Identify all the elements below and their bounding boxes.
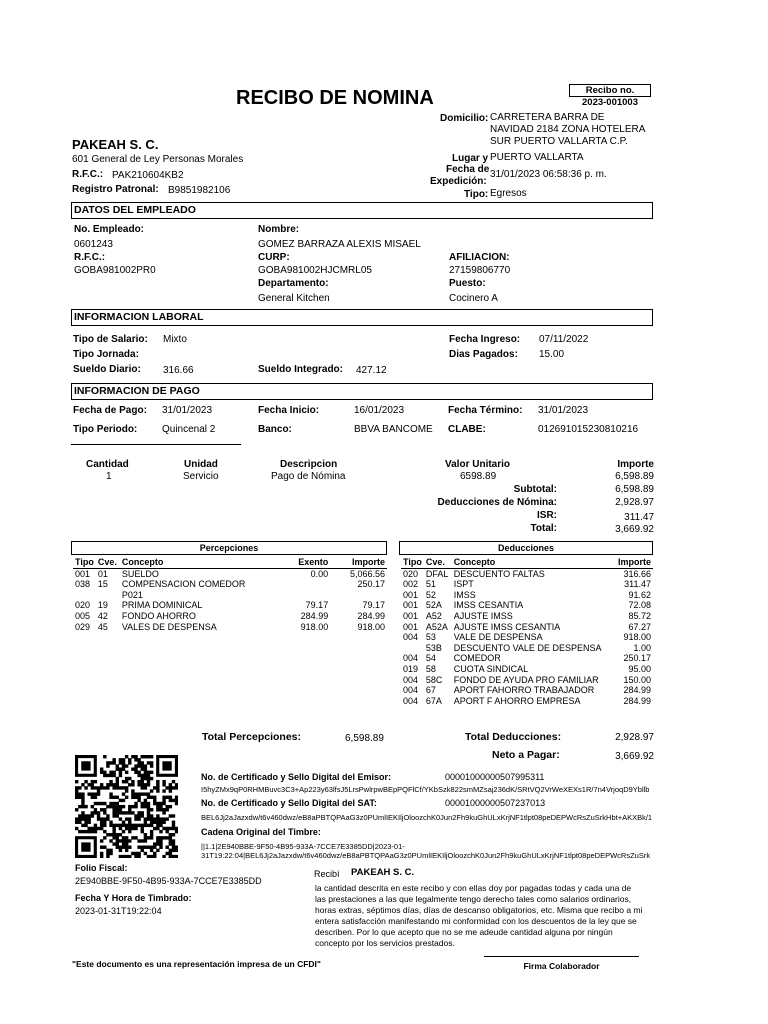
employee-departamento-label: Departamento: [258,278,329,289]
employee-no-label: No. Empleado: [74,224,145,235]
descripcion-value: Pago de Nómina [271,471,346,482]
table-cell: A52A [425,621,448,632]
table-row [401,600,653,611]
cantidad-label: Cantidad [86,459,129,470]
tipo-jornada-label: Tipo Jornada: [73,349,139,360]
table-cell: FONDO AHORRO [121,610,196,621]
table-cell: 67.27 [628,621,651,632]
table-row [73,590,387,601]
fecha-pago: 31/01/2023 [162,405,213,416]
table-cell [96,590,120,601]
sueldo-integrado-label: Sueldo Integrado: [258,364,343,375]
banco-label: Banco: [258,424,292,435]
total-percepciones-label: Total Percepciones: [202,731,302,743]
table-cell: A52 [425,610,442,621]
declaration-line-2: las prestaciones a las que legalmente tengo derecho tales como salarios ordinarios, [315,894,632,904]
employee-puesto: Cocinero A [449,293,498,304]
table-cell: 79.17 [362,600,385,611]
divider [71,444,241,445]
fecha-timbrado: 2023-01-31T19:22:04 [75,906,162,916]
table-cell: 95.00 [628,663,651,674]
table-cell: 004 [403,685,419,696]
declaration-line-3: horas extras, séptimos días, días de descanso obligatorios, etc. Misma que recibo a mi [315,905,643,915]
fecha-ingreso: 07/11/2022 [539,334,589,345]
table-cell: VALE DE DESPENSA [453,632,543,643]
table-cell: 029 [75,621,91,632]
deducciones-header-cell: Importe [604,557,653,568]
table-cell: 284.99 [300,610,329,621]
neto-pagar-label: Neto a Pagar: [492,749,560,761]
employee-puesto-label: Puesto: [449,278,486,289]
total-deducciones-label: Total Deducciones: [465,731,562,743]
section-title: DATOS DEL EMPLEADO [74,204,196,216]
tipo-label: Tipo: [464,189,489,200]
table-cell: 284.99 [623,695,651,706]
employee-no: 0601243 [74,239,113,250]
table-cell: DESCUENTO VALE DE DESPENSA [453,642,602,653]
table-cell: 54 [425,653,436,664]
percepciones-header-cell: Cve. [96,557,120,568]
domicilio-line-1: CARRETERA BARRA DE [490,112,605,123]
table-cell: 67 [425,685,436,696]
unidad-value: Servicio [183,471,219,482]
table-cell: 67A [425,695,442,706]
percepciones-header-cell: Tipo [75,557,94,567]
isr-value: 311.47 [624,512,654,523]
tipo-periodo: Quincenal 2 [162,424,216,435]
deducciones-header-cell: Cve. [424,557,452,568]
table-cell: ISPT [453,579,474,590]
table-cell [401,643,424,654]
table-cell: AJUSTE IMSS [453,610,513,621]
employee-curp: GOBA981002HJCMRL05 [258,265,372,276]
table-cell [285,579,330,590]
dias-pagados: 15.00 [539,349,565,360]
table-row [401,622,653,633]
employee-rfc: GOBA981002PR0 [74,265,156,276]
table-row [73,611,387,622]
deducciones-header-row [401,557,653,568]
dias-pagados-label: Dias Pagados: [449,349,518,360]
table-cell: SUELDO [121,568,159,579]
declaration-company: PAKEAH S. C. [351,867,415,878]
declaration-line-5: describen. Por lo que acepto que no se me adeude cantidad alguna por ningún [315,927,613,937]
table-cell: APORT F AHORRO EMPRESA [453,695,581,706]
table-cell: 58C [425,674,443,685]
table-cell: 58 [425,663,436,674]
table-cell: COMPENSACION COMEDOR [121,579,246,590]
table-cell: VALES DE DESPENSA [121,621,217,632]
table-cell: 53 [425,632,436,643]
table-cell: APORT FAHORRO TRABAJADOR [453,685,595,696]
cert-emisor-number: 00001000000507995311 [445,772,545,782]
table-cell: 72.08 [628,600,651,611]
sueldo-diario-label: Sueldo Diario: [73,364,141,375]
table-row [401,611,653,622]
employee-afiliacion: 27159806770 [449,265,511,276]
employee-rfc-label: R.F.C.: [74,252,106,263]
table-cell: 15 [97,579,108,590]
fecha-expedicion: 31/01/2023 06:58:36 p. m. [490,169,607,180]
table-cell: CUOTA SINDICAL [453,663,529,674]
table-cell: 42 [97,610,108,621]
table-cell: 918.00 [300,621,329,632]
table-cell: PRIMA DOMINICAL [121,600,203,611]
fecha-termino-label: Fecha Término: [448,405,523,416]
table-cell: 19 [97,600,108,611]
folio-fiscal-label: Folio Fiscal: [75,863,128,873]
table-row [401,664,653,675]
fecha-label-1: Fecha de [446,164,490,175]
isr-label: ISR: [537,510,557,521]
table-cell: 918.00 [357,621,385,632]
cantidad-value: 1 [106,471,112,482]
deducciones-header-cell: Tipo [403,557,422,567]
table-cell: 001 [403,589,419,600]
cadena-original-line-1: ||1.1|2E940BBE-9F50-4B95-933A-7CCE7E3385DD|2023-01- [201,842,405,851]
valor-unitario-value: 6598.89 [460,471,497,482]
cfdi-note: "Este documento es una representación impresa de un CFDI" [72,959,321,969]
table-row [73,622,387,633]
percepciones-table [73,557,387,632]
firma-colaborador: Firma Colaborador [523,961,600,971]
table-cell: 52A [425,600,442,611]
receipt-number: 2023-001003 [582,97,638,108]
section-datos-empleado [71,202,653,219]
banco: BBVA BANCOME [354,424,433,435]
receipt-label: Recibo no. [585,85,635,96]
fecha-label-2: Expedición: [430,176,487,187]
table-cell: 038 [75,579,91,590]
table-cell: 250.17 [623,653,651,664]
clabe-label: CLABE: [448,424,486,435]
subtotal-label: Subtotal: [513,484,557,495]
percepciones-header-row [73,557,387,568]
table-cell: 51 [425,579,436,590]
folio-fiscal: 2E940BBE-9F50-4B95-933A-7CCE7E3385DD [75,876,262,886]
table-cell: 150.00 [623,674,651,685]
table-row [73,568,387,579]
table-cell: 5,066.56 [349,568,385,579]
table-cell: 311.47 [624,579,651,590]
sello-emisor: I5hyZMx9qP0RHMBuvc3C3+Ap223y63lfsJ5LrsPwlrpwBEpPQFlCf/YKbSzk822smMZsaj236dK/SRtVQ2VrWeXEXs1R/7n4VrjoqD9Ybllb [201,785,650,794]
fecha-pago-label: Fecha de Pago: [73,405,147,416]
table-row [401,653,653,664]
clabe: 012691015230810216 [538,424,639,435]
cadena-original-label: Cadena Original del Timbre: [201,827,321,837]
valor-unitario-label: Valor Unitario [445,459,511,470]
table-cell [73,590,96,601]
subtotal-value: 6,598.89 [615,484,654,495]
section-informacion-laboral [71,309,653,326]
deducciones-title-box [399,541,653,555]
table-cell: 001 [75,568,91,579]
cadena-original-line-2: 31T19:22:04|BEL6Jj2aJazxdw/t6v460dwz/eB8aPBTQPAaG3z0PUmlIEKIljOloozchK0Jun2Fh9kuGhULxKrjNF1tlpt08peDEPWcRsZuSrk [201,851,651,860]
table-cell: 91.62 [628,589,651,600]
total-label: Total: [530,523,557,534]
table-row [401,685,653,696]
table-cell: 001 [403,610,419,621]
table-cell: 019 [403,663,419,674]
company-regime: 601 General de Ley Personas Morales [72,154,244,165]
deducciones-table [401,557,653,706]
table-cell: 001 [403,600,419,611]
document-title: RECIBO DE NOMINA [236,87,434,109]
percepciones-title: Percepciones [199,543,259,553]
table-cell: 004 [403,695,419,706]
unidad-label: Unidad [184,459,218,470]
cert-sat-label: No. de Certificado y Sello Digital del SAT: [201,798,377,808]
table-cell: COMEDOR [453,653,501,664]
table-row [401,675,653,686]
table-cell: 53B [425,642,442,653]
deducciones-nomina-value: 2,928.97 [615,497,654,508]
tipo-salario-label: Tipo de Salario: [73,334,148,345]
table-row [401,590,653,601]
percepciones-header-cell: Concepto [120,557,286,568]
table-cell: FONDO DE AYUDA PRO FAMILIAR [453,674,599,685]
lugar-label: Lugar y [452,153,489,164]
importe-label: Importe [617,459,654,470]
qr-code-icon [75,755,178,858]
table-cell: IMSS CESANTIA [453,600,524,611]
company-rfc: PAK210604KB2 [112,170,184,181]
registro-patronal: B9851982106 [168,185,231,196]
declaration-line-1: la cantidad descrita en este recibo y con ellas doy por pagadas todas y cada una de [315,883,632,893]
table-cell: 004 [403,632,419,643]
table-cell: 316.66 [623,568,651,579]
table-cell: DFAL [425,568,449,579]
table-cell [285,590,330,601]
employee-departamento: General Kitchen [258,293,330,304]
descripcion-label: Descripcion [280,459,338,470]
fecha-timbrado-label: Fecha Y Hora de Timbrado: [75,893,192,903]
table-cell: 0.00 [310,568,329,579]
section-title: INFORMACION DE PAGO [74,385,200,397]
table-cell: 250.17 [357,579,385,590]
tipo-salario: Mixto [163,334,187,345]
total-value: 3,669.92 [615,524,654,535]
table-cell: 85.72 [628,610,651,621]
company-name: PAKEAH S. C. [72,137,159,152]
table-cell: 45 [97,621,108,632]
tipo-periodo-label: Tipo Periodo: [73,424,138,435]
deducciones-nomina-label: Deducciones de Nómina: [437,497,557,508]
percepciones-header-cell: Exento [285,557,330,568]
table-cell: 918.00 [623,632,651,643]
signature-line [484,956,639,957]
table-cell [330,590,387,601]
fecha-inicio-label: Fecha Inicio: [258,405,320,416]
section-title: INFORMACION LABORAL [74,311,204,323]
table-cell: 1.00 [633,642,651,653]
table-cell: 79.17 [305,600,329,611]
table-cell: IMSS [453,589,476,600]
percepciones-title-box [71,541,387,555]
fecha-termino: 31/01/2023 [538,405,589,416]
section-informacion-pago [71,383,653,400]
table-row [73,600,387,611]
domicilio-line-3: SUR PUERTO VALLARTA C.P. [490,136,628,147]
domicilio-line-2: NAVIDAD 2184 ZONA HOTELERA [490,124,646,135]
deducciones-header-cell: Concepto [452,557,604,568]
recibi-label: Recibí [314,869,340,879]
tipo-value: Egresos [490,188,527,199]
table-cell: 01 [97,568,108,579]
table-cell: 004 [403,674,419,685]
table-row [73,579,387,590]
domicilio-label: Domicilio: [440,113,489,124]
declaration-line-6: concepto por los servicios prestados. [315,938,455,948]
sello-sat: BEL6Jj2aJazxdw/t6v460dwz/eB8aPBTQPAaG3z0PUmlIEKIljOloozchK0Jun2Fh9kuGhULxKrjNF1tlpt08peDEPWcRsZuSrkHbt+AKXBk/1 [201,813,653,822]
lugar-value: PUERTO VALLARTA [490,152,584,163]
table-cell: 020 [403,568,419,579]
table-cell: 52 [425,589,436,600]
table-row [401,643,653,654]
cert-emisor-label: No. de Certificado y Sello Digital del Emisor: [201,772,392,782]
neto-pagar-value: 3,669.92 [615,751,654,762]
table-cell: AJUSTE IMSS CESANTIA [453,621,561,632]
table-row [401,632,653,643]
sueldo-diario: 316.66 [163,365,194,376]
total-percepciones-value: 6,598.89 [345,733,384,744]
fecha-ingreso-label: Fecha Ingreso: [449,334,521,345]
importe-value: 6,598.89 [615,471,654,482]
table-cell: 005 [75,610,91,621]
table-cell: 284.99 [623,685,651,696]
table-cell: DESCUENTO FALTAS [453,568,545,579]
employee-curp-label: CURP: [258,252,290,263]
receipt-number-box [569,84,651,97]
percepciones-header-cell: Importe [330,557,387,568]
total-deducciones-value: 2,928.97 [615,732,654,743]
table-cell: P021 [121,589,143,600]
fecha-inicio: 16/01/2023 [354,405,405,416]
table-row [401,696,653,707]
table-cell: 002 [403,579,419,590]
employee-afiliacion-label: AFILIACION: [449,252,510,263]
registro-patronal-label: Registro Patronal: [72,184,159,195]
company-rfc-label: R.F.C.: [72,169,104,180]
table-cell: 020 [75,600,91,611]
deducciones-title: Deducciones [497,543,555,553]
table-cell: 004 [403,653,419,664]
declaration-line-4: entera satisfacción manifestando mi conformidad con los descuentos de la ley que se [315,916,637,926]
sueldo-integrado: 427.12 [356,365,387,376]
table-cell: 284.99 [357,610,385,621]
table-row [401,568,653,579]
employee-nombre-label: Nombre: [258,224,300,235]
table-cell: 001 [403,621,419,632]
cert-sat-number: 00001000000507237013 [445,798,546,808]
employee-nombre: GOMEZ BARRAZA ALEXIS MISAEL [258,239,421,250]
table-row [401,579,653,590]
